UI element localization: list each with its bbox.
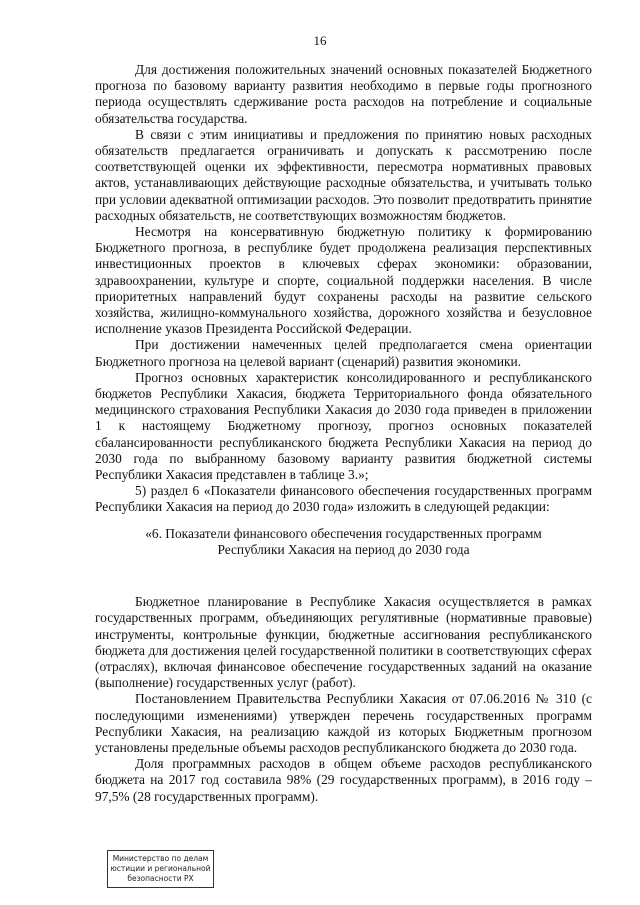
stamp-line: юстиции и региональной xyxy=(110,864,211,873)
paragraph: При достижении намеченных целей предполагается смена ориентации Бюджетного прогноза на целевой вариант (сценарий) развития экономики. xyxy=(95,337,592,369)
paragraph: Прогноз основных характеристик консолидированного и республиканского бюджетов Республики Хакасия, бюджета Территориального фонда обязательного медицинского страхования Республики Хакасия до 2030 года приведен в приложении 1 к настоящему Бюджетному прогнозу, прогноз основных показателей сбалансированности республиканского бюджета Республики Хакасия на период до 2030 года по выбранному базовому варианту развития бюджетной системы Республики Хакасия представлен в таблице 3.»; xyxy=(95,369,592,483)
document-body xyxy=(95,62,592,805)
ministry-stamp xyxy=(107,850,214,888)
paragraph: В связи с этим инициативы и предложения по принятию новых расходных обязательств предлагается ограничивать и допускать к рассмотрению после соответствующей оценки их эффективности, пересмотра нормативных правовых актов, устанавливающих действующие расходные обязательства, и учитывать только при условии адекватной оптимизации расходов. Это позволит предотвратить принятие расходных обязательств, не соответствующих возможностям бюджетов. xyxy=(95,126,592,223)
paragraph: Доля программных расходов в общем объеме расходов республиканского бюджета на 2017 год составила 98% (29 государственных программ), в 2016 году – 97,5% (28 государственных программ). xyxy=(95,756,592,804)
page-number: 16 xyxy=(313,33,327,48)
paragraph: Несмотря на консервативную бюджетную политику к формированию Бюджетного прогноза, в республике будет продолжена реализация перспективных инвестиционных проектов в ключевых сферах экономики: образовании, здравоохранении, культуре и спорте, социальной поддержки населения. В числе приоритетных направлений будут сохранены расходы на развитие сельского хозяйства, жилищно-коммунального хозяйства, дорожного хозяйства и безусловное исполнение указов Президента Российской Федерации. xyxy=(95,224,592,337)
section-heading-line: Республики Хакасия на период до 2030 года xyxy=(217,541,470,557)
paragraph: Постановлением Правительства Республики Хакасия от 07.06.2016 № 310 (с последующими изменениями) утвержден перечень государственных программ Республики Хакасия, на реализацию каждой из которых Бюджетным прогнозом установлены предельные объемы расходов республиканского бюджета до 2030 года. xyxy=(95,691,592,755)
paragraph: Бюджетное планирование в Республике Хакасия осуществляется в рамках государственных программ, объединяющих регулятивные (нормативные правовые) инструменты, контрольные функции, бюджетные ассигнования республиканского бюджета для достижения целей государственной политики в соответствующих сферах (отраслях), включая финансовое обеспечение государственных заданий на оказание (выполнение) государственных услуг (работ). xyxy=(95,594,592,691)
stamp-line: безопасности РХ xyxy=(127,874,194,883)
paragraph: Для достижения положительных значений основных показателей Бюджетного прогноза по базовому варианту развития необходимо в первые годы прогнозного периода осуществлять сдерживание роста расходов на потребление и социальные обязательства государства. xyxy=(95,62,592,126)
section-heading xyxy=(95,526,592,558)
stamp-line: Министерство по делам xyxy=(112,854,209,863)
paragraph: 5) раздел 6 «Показатели финансового обеспечения государственных программ Республики Хакасия на период до 2030 года» изложить в следующей редакции: xyxy=(95,483,592,515)
section-heading-line: «6. Показатели финансового обеспечения государственных программ xyxy=(145,525,542,541)
